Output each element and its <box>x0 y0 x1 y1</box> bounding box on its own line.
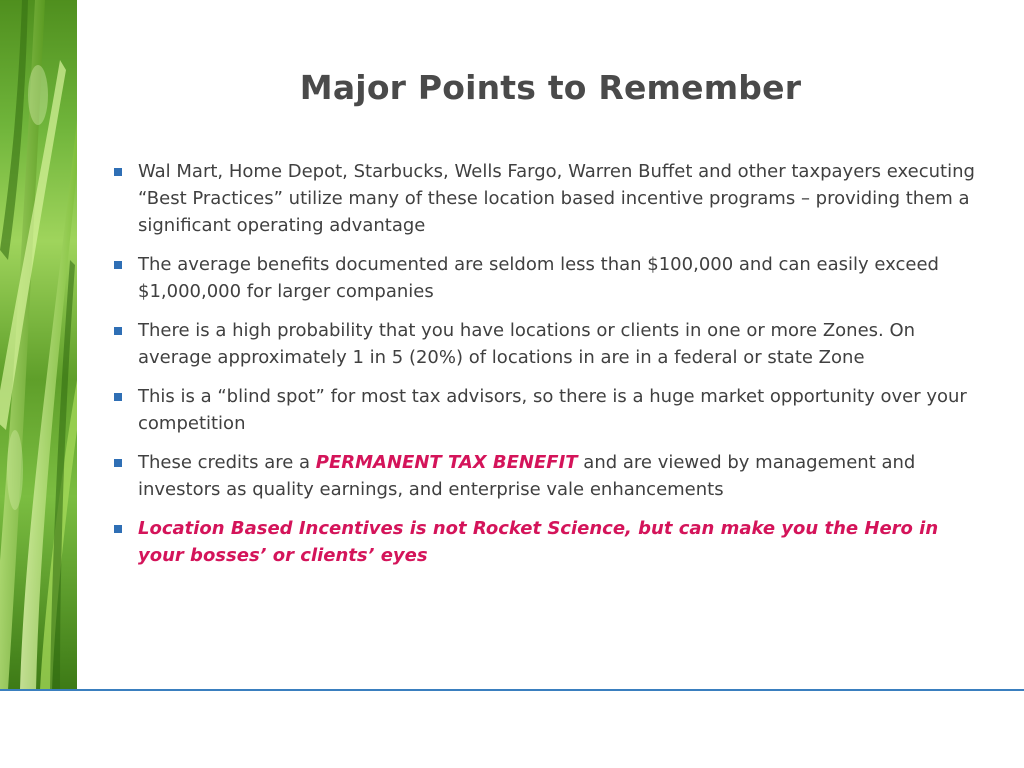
grass-blades-graphic <box>0 0 77 690</box>
bullet-item <box>112 251 984 305</box>
bullet-text: There is a high probability that you have locations or clients in one or more Zones. On average approximately 1 in 5 (20%) of locations in are in a federal or state Zone <box>138 320 916 368</box>
footer-divider-line <box>0 689 1024 691</box>
bullet-text-tail: and are viewed by management and investors as quality earnings, and enterprise vale enhancements <box>138 452 916 500</box>
bullet-text-lead: These credits are a <box>138 452 316 473</box>
bullet-item <box>112 383 984 437</box>
square-bullet-icon <box>114 393 122 401</box>
square-bullet-icon <box>114 525 122 533</box>
bullet-text: Wal Mart, Home Depot, Starbucks, Wells Fargo, Warren Buffet and other taxpayers executing “Best Practices” utilize many of these location based incentive programs – providing them a significant operating advantage <box>138 161 975 236</box>
bullet-item <box>112 515 984 569</box>
bullet-list <box>112 158 984 581</box>
emphasis-text: Location Based Incentives is not Rocket Science, but can make you the Hero in your bosses’ or clients’ eyes <box>138 518 939 566</box>
slide-title: Major Points to Remember <box>299 68 802 107</box>
square-bullet-icon <box>114 168 122 176</box>
emphasis-text: PERMANENT TAX BENEFIT <box>315 452 578 473</box>
bullet-item <box>112 158 984 239</box>
bullet-text: This is a “blind spot” for most tax advisors, so there is a huge market opportunity over your competition <box>138 386 967 434</box>
bullet-item <box>112 317 984 371</box>
square-bullet-icon <box>114 327 122 335</box>
bullet-text: The average benefits documented are seldom less than $100,000 and can easily exceed $1,000,000 for larger companies <box>138 254 939 302</box>
square-bullet-icon <box>114 261 122 269</box>
square-bullet-icon <box>114 459 122 467</box>
grass-decoration-image <box>0 0 77 690</box>
bullet-item <box>112 449 984 503</box>
